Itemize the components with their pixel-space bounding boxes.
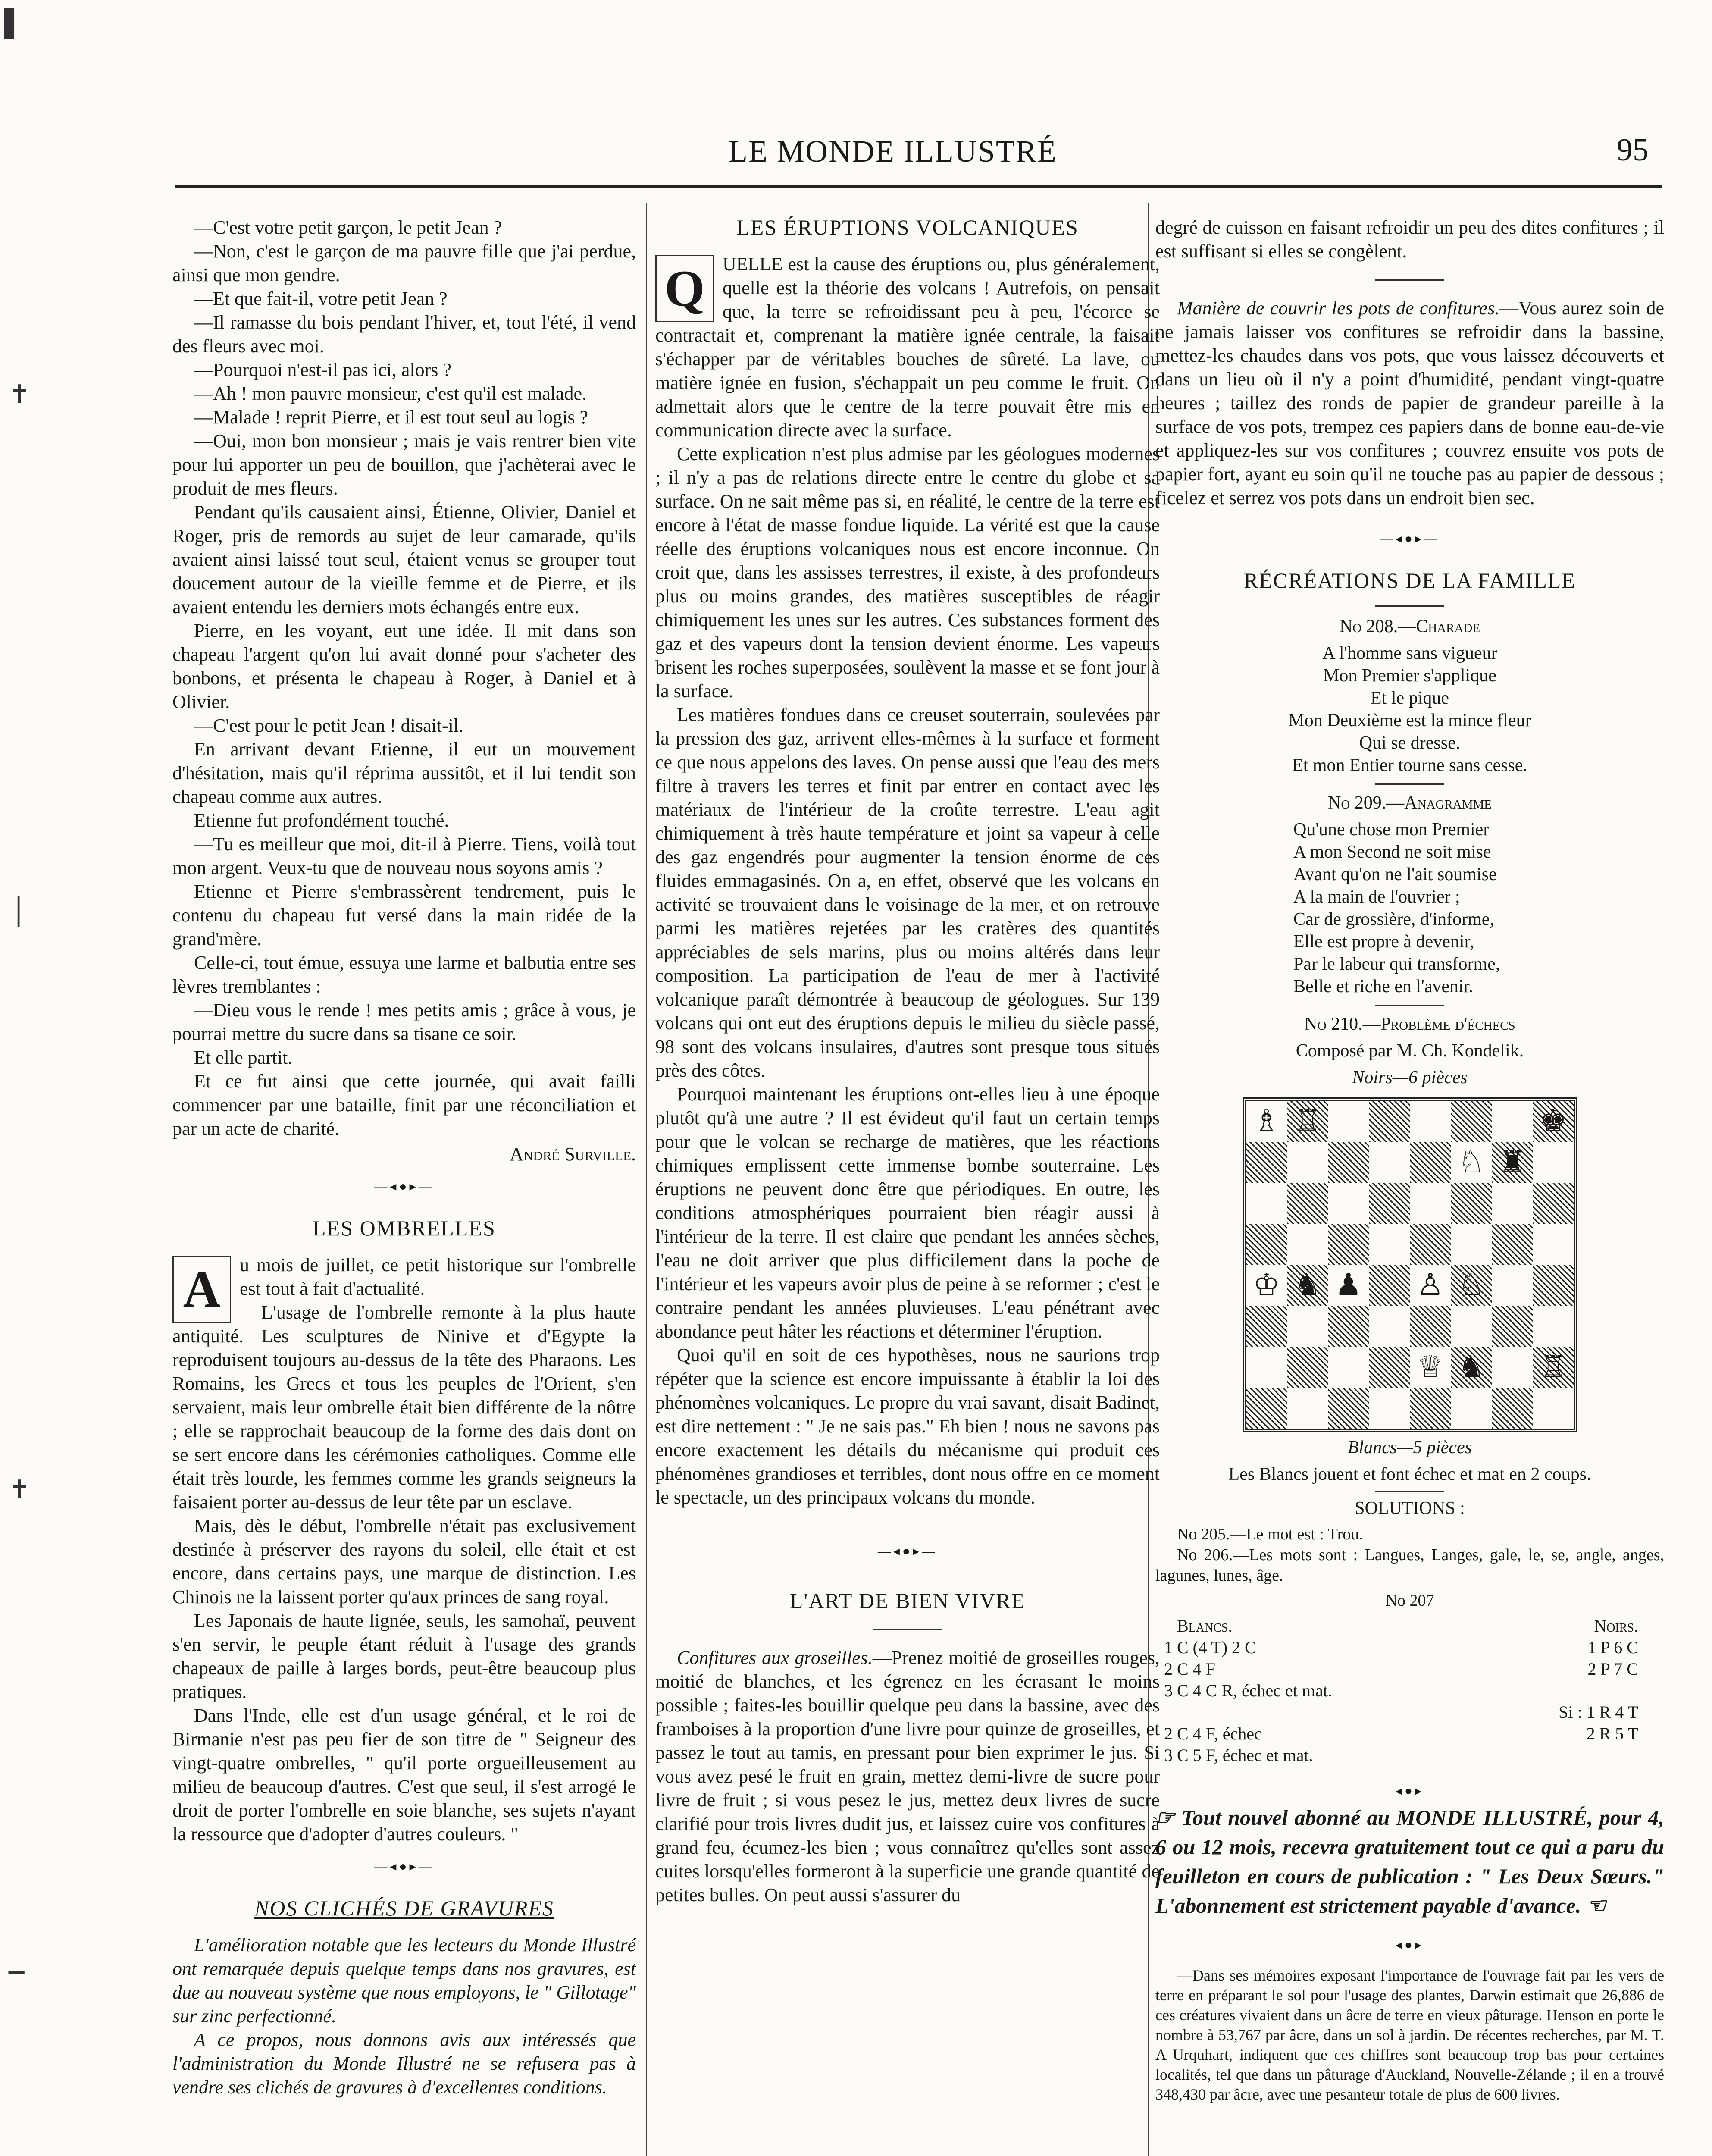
board-square xyxy=(1451,1224,1492,1265)
move-line xyxy=(1410,1680,1638,1702)
board-square xyxy=(1492,1224,1533,1265)
couvrir-paragraph: Manière de couvrir les pots de confitures.—Vous aurez soin de ne jamais laisser vos confitures se refroidir dans la bassine, mettez-les chaudes dans vos pots, que vous laissez découverts et dans un lieu où il n'y a point d'humidité, pendant vingt-quatre heures ; taillez des ronds de papier de grandeur pareille à la surface de vos pots, trempez ces papiers dans de bonne eau-de-vie et appliquez-les sur vos confitures ; couvrez ensuite vos pots de papier fort, ayant eu soin qu'il ne touche pas au papier de dessous ; ficelez et serrez vos pots dans un endroit bien sec. xyxy=(1155,298,1664,508)
art-continued: degré de cuisson en faisant refroidir un peu des dites confitures ; il est suffisant si elles se congèlent. xyxy=(1155,217,1664,262)
blancs-column-header: Blancs. xyxy=(1177,1616,1233,1636)
paragraph: —Dieu vous le rende ! mes petits amis ; grâce à vous, je pourrai mettre du sucre dans sa tisane ce soir. xyxy=(172,1000,636,1044)
board-square xyxy=(1492,1347,1533,1388)
blancs-label: Blancs—5 pièces xyxy=(1347,1438,1472,1457)
chess-piece: ♚ xyxy=(1540,1105,1567,1138)
board-square xyxy=(1328,1183,1369,1224)
paragraph: Les matières fondues dans ce creuset souterrain, soulevées par la pression des gaz, arrivent elles-mêmes à la surface et forment ce que nous appelons des laves. On pense aussi que l'eau des mers filtre à travers les terres et finit par entrer en contact avec les matériaux de l'intérieur de la croûte terrestre. L'eau agit chimiquement à très haute température et joint sa vapeur à celle des gaz engendrés pour augmenter la tension énorme de ces fluides emmagasinés. On a, en effet, observé que les volcans en activité se trouvaient dans le voisinage de la mer, et on retrouve parmi les matières rejetées par les cratères des quantités appréciables de sels marins, plus ou moins altérés dans leur composition. La participation de l'eau de mer à l'activité volcanique paraît démontrée à beaucoup de géologues. Sur 139 volcans qui ont eut des éruptions depuis le milieu du siècle passé, 98 sont des volcans insulaires, d'autres sont presque tous situés près des côtes. xyxy=(655,704,1160,1081)
chess-piece: ♗ xyxy=(1253,1105,1280,1138)
chess-piece: ♖ xyxy=(1294,1105,1321,1138)
paragraph: Dans l'Inde, elle est d'un usage général, et le roi de Birmanie n'est pas peu fier de son titre de " Seigneur des vingt-quatre ombrelles, " qu'il porte orgueilleusement au milieu de beaucoup d'autres. C'est que seul, il s'est arrogé le droit de porter l'ombrelle en soie blanche, ses sujets n'ayant la ressource que d'adopter d'autres couleurs. " xyxy=(172,1705,636,1845)
board-square xyxy=(1287,1101,1328,1142)
board-square xyxy=(1410,1183,1451,1224)
white-moves xyxy=(1155,1637,1410,1766)
chess-piece: ♘ xyxy=(1458,1269,1485,1302)
board-square xyxy=(1328,1265,1369,1306)
paragraph: L'usage de l'ombrelle remonte à la plus haute antiquité. Les sculptures de Ninive et d'Egypte la reproduisent toujours au-dessus de la tête des Pharaons. Les Romains, les Grecs et tous les peuples de l'Orient, s'en servaient, mais leur ombrelle était bien différente de la nôtre ; elle se rapprochait beaucoup de la forme des dais dont on se sert encore dans les cérémonies catholiques. Comme elle était très lourde, les femmes comme les grands seigneurs la faisaient porter au-dessus de leur tête par un esclave. xyxy=(172,1302,636,1513)
board-square xyxy=(1533,1306,1574,1347)
board-square xyxy=(1492,1388,1533,1429)
board-square xyxy=(1328,1347,1369,1388)
move-line: Si : 1 R 4 T xyxy=(1559,1702,1638,1722)
board-square xyxy=(1451,1388,1492,1429)
column-divider xyxy=(646,203,647,2156)
paragraph: A ce propos, nous donnons avis aux intéressés que l'administration du Monde Illustré ne se refusera pas à vendre ses clichés de gravures à d'excellentes conditions. xyxy=(172,2029,636,2098)
board-square xyxy=(1410,1265,1451,1306)
move-line: 2 C 4 F, échec xyxy=(1164,1724,1262,1743)
probleme-author: Composé par M. Ch. Kondelik. xyxy=(1296,1041,1524,1061)
move-line xyxy=(1410,1745,1638,1766)
board-square xyxy=(1287,1265,1328,1306)
solution-207-table xyxy=(1155,1615,1664,1766)
board-square xyxy=(1410,1388,1451,1429)
verse-line: Elle est propre à devenir, xyxy=(1293,932,1474,952)
chess-piece: ♞ xyxy=(1294,1269,1321,1302)
chess-board xyxy=(1243,1097,1577,1432)
chess-piece: ♕ xyxy=(1417,1351,1444,1384)
move-line: 2 C 4 F xyxy=(1164,1659,1215,1679)
ornament-divider: —◂●▸— xyxy=(1380,1784,1440,1798)
section-title-cliches: NOS CLICHÉS DE GRAVURES xyxy=(254,1896,554,1920)
ornament-divider: —◂●▸— xyxy=(877,1544,938,1558)
board-square xyxy=(1492,1265,1533,1306)
move-line: 3 C 5 F, échec et mat. xyxy=(1164,1745,1313,1765)
paragraph: Pourquoi maintenant les éruptions ont-elles lieu à une époque plutôt qu'à une autre ? Il est évideut qu'il faut un certain temps pour que le volcan se recharge de matières, que les réactions chimiques emplissent cette immense bombe souterraine. Les éruptions ne peuvent donc être que périodiques. En outre, les conditions atmosphériques pourraient bien réagir aussi à l'intérieur de la terre. Il est claire que pendant les années sèches, l'eau ne doit arriver que plus difficilement dans la poche de l'intérieur et les vapeurs avoir plus de peine à se reformer ; c'est le contraire pendant les années pluvieuses. L'eau pénétrant avec abondance peut hâter les réactions et déterminer l'éruption. xyxy=(655,1084,1160,1342)
board-square xyxy=(1451,1142,1492,1183)
verse-line: Car de grossière, d'informe, xyxy=(1293,909,1494,929)
move-line: 2 R 5 T xyxy=(1586,1724,1638,1743)
short-rule xyxy=(873,1629,942,1630)
verse-line: Belle et riche en l'avenir. xyxy=(1293,977,1473,997)
board-square xyxy=(1328,1142,1369,1183)
board-square xyxy=(1369,1265,1410,1306)
paragraph: —C'est pour le petit Jean ! disait-il. xyxy=(194,715,464,736)
paragraph: Mais, dès le début, l'ombrelle n'était pas exclusivement destinée à préserver des rayons du soleil, elle était et est encore, dans certains pays, une marque de distinction. Les Chinois ne la laissent porter qu'aux princes de sang royal. xyxy=(172,1515,636,1608)
pointing-hand-icon: ☜ xyxy=(1581,1893,1606,1918)
chess-piece: ♖ xyxy=(1540,1351,1567,1384)
board-square xyxy=(1410,1347,1451,1388)
paragraph: Quoi qu'il en soit de ces hypothèses, nous ne saurions trop répéter que la science est encore impuissante à établir la loi des phénomènes volcaniques. Le propre du vrai savant, disait Badinet, est dire nettement : " Je ne sais pas." Eh bien ! nous ne savons pas encore exactement les détails du mécanisme qui produit ces phénomènes grandioses et terribles, dont nous offre en ce moment le spectacle, un des principaux volcans du monde. xyxy=(655,1344,1160,1508)
binding-mark: ✝ xyxy=(9,1475,31,1505)
board-square xyxy=(1451,1183,1492,1224)
paragraph: Les Japonais de haute lignée, seuls, les samohaï, peuvent s'en servir, le peuple étant réduit à l'usage des grands chapeaux de paille à larges bords, peut-être beaucoup plus pratiques. xyxy=(172,1610,636,1702)
short-rule xyxy=(1375,1005,1444,1006)
chess-piece: ♟ xyxy=(1335,1269,1362,1302)
column-1 xyxy=(172,216,636,2099)
board-square xyxy=(1533,1347,1574,1388)
board-square xyxy=(1246,1265,1287,1306)
board-square xyxy=(1533,1142,1574,1183)
verse-line: Qui se dresse. xyxy=(1359,733,1461,753)
short-rule xyxy=(1375,1491,1444,1492)
board-square xyxy=(1451,1306,1492,1347)
darwin-note: —Dans ses mémoires exposant l'importance de l'ouvrage fait par les vers de terre en préparant le sol pour l'usage des plantes, Darwin estimait que 26,886 de ces créatures vivaient dans un âcre de terre en vieux pâturage. Henson en porte le nombre à 53,767 par âcre, dans un sol à jardin. De récentes recherches, par M. T. A Urquhart, indiquent que ces chiffres sont beaucoup trop bas pour certaines localités, tel que dans un pâturage d'Auckland, Nouvelle-Zélande ; il en a trouvé 348,430 par âcre, avec une pesanteur totale de plus de 600 livres. xyxy=(1155,1967,1664,2103)
paragraph: —Il ramasse du bois pendant l'hiver, et, tout l'été, il vend des fleurs avec moi. xyxy=(172,312,636,357)
board-square xyxy=(1369,1101,1410,1142)
solution-205: No 205.—Le mot est : Trou. xyxy=(1177,1525,1363,1543)
move-line: 2 P 7 C xyxy=(1587,1659,1638,1679)
ornament-divider: —◂●▸— xyxy=(1380,532,1440,546)
paragraph: Pierre, en les voyant, eut une idée. Il mit dans son chapeau l'argent qu'on lui avait donné pour s'acheter des bonbons, et présenta le chapeau à Roger, à Daniel et à Olivier. xyxy=(172,620,636,712)
board-square xyxy=(1451,1101,1492,1142)
paragraph: Et ce fut ainsi que cette journée, qui avait failli commencer par une bataille, finit par une réconciliation et par un acte de charité. xyxy=(172,1071,636,1139)
binding-mark: │ xyxy=(11,897,27,927)
eruptions-body xyxy=(655,442,1160,1509)
board-square xyxy=(1246,1224,1287,1265)
story-continuation xyxy=(172,216,636,1141)
paragraph: —Pourquoi n'est-il pas ici, alors ? xyxy=(194,359,451,380)
noirs-column-header: Noirs. xyxy=(1594,1616,1638,1636)
ornament-divider: —◂●▸— xyxy=(374,1179,434,1194)
board-square xyxy=(1287,1388,1328,1429)
board-square xyxy=(1533,1183,1574,1224)
board-square xyxy=(1492,1183,1533,1224)
chess-piece: ♔ xyxy=(1253,1269,1280,1302)
verse-line: Par le labeur qui transforme, xyxy=(1293,954,1500,974)
short-rule xyxy=(1375,279,1444,281)
dropcap-letter: A xyxy=(172,1256,231,1323)
board-square xyxy=(1533,1265,1574,1306)
paragraph: —Ah ! mon pauvre monsieur, c'est qu'il est malade. xyxy=(194,383,587,404)
board-square xyxy=(1410,1306,1451,1347)
section-title-eruptions: LES ÉRUPTIONS VOLCANIQUES xyxy=(736,215,1079,239)
solutions-title: SOLUTIONS : xyxy=(1355,1498,1465,1518)
chess-piece: ♜ xyxy=(1499,1146,1526,1179)
board-square xyxy=(1369,1183,1410,1224)
section-title-recreations: RÉCRÉATIONS DE LA FAMILLE xyxy=(1244,568,1576,592)
board-square xyxy=(1369,1142,1410,1183)
dropcap-letter: Q xyxy=(655,255,714,322)
verse-line: Qu'une chose mon Premier xyxy=(1293,820,1490,840)
confitures-paragraph: Confitures aux groseilles.—Prenez moitié de groseilles rouges, moitié de blanches, et les égrenez en les écrasant le moins possible ; faites-les bouillir quelque peu dans la bassine, avec des framboises à la proportion d'une livre pour quinze de groseilles, et passez le tout au tamis, en pressant pour bien exprimer le jus. Si vous avez pesé le fruit en grain, mettez demi-livre de sucre pour livre de fruit ; si vous pesez le jus, mettez deux livres de sucre clarifié pour trois livres dudit jus, et laissez cuire vos confitures à grand feu, écumez-les bien ; vous connaîtrez qu'elles sont assez cuites lorsqu'elles formeront à la superficie une grande quantité de petites bulles. On peut aussi s'assurer du xyxy=(655,1647,1160,1905)
binding-mark: ✝ xyxy=(9,379,31,410)
binding-mark: ▌ xyxy=(4,9,25,39)
paragraph: —C'est votre petit garçon, le petit Jean ? xyxy=(194,217,502,238)
paragraph: Celle-ci, tout émue, essuya une larme et balbutia entre ses lèvres tremblantes : xyxy=(172,952,636,997)
board-square xyxy=(1533,1388,1574,1429)
eruptions-first-paragraph: Q UELLE est la cause des éruptions ou, plus généralement, quelle est la théorie des volcans ! Autrefois, on pensait que, la terre se refroidissant peu à peu, l'écorce se contractait et, comprenant la matière ignée centrale, la faisait s'échapper par de véritables bouches de sûreté. La lave, ou matière ignée en fusion, s'échappait un peu comme le fruit. On admettait alors que le centre de la terre pouvait être mis en communication directe avec la surface. xyxy=(655,254,1160,441)
paragraph: Etienne et Pierre s'embrassèrent tendrement, puis le contenu du chapeau fut versé dans la main ridée de la grand'mère. xyxy=(172,881,636,950)
verse-line: Et mon Entier tourne sans cesse. xyxy=(1292,755,1527,775)
black-moves xyxy=(1410,1637,1664,1766)
move-line xyxy=(1164,1702,1410,1723)
paragraph: En arrivant devant Etienne, il eut un mouvement d'hésitation, mais qu'il réprima aussitôt, et il lui tendit son chapeau comme aux autres. xyxy=(172,739,636,807)
board-square xyxy=(1369,1347,1410,1388)
paragraph: —Malade ! reprit Pierre, et il est tout seul au logis ? xyxy=(194,407,588,428)
board-square xyxy=(1328,1388,1369,1429)
board-square xyxy=(1451,1347,1492,1388)
board-square xyxy=(1328,1306,1369,1347)
charade-verse xyxy=(1155,642,1664,777)
column-3 xyxy=(1155,216,1664,2104)
board-square xyxy=(1369,1224,1410,1265)
board-square xyxy=(1287,1224,1328,1265)
board-square xyxy=(1410,1142,1451,1183)
page-binding xyxy=(0,0,56,2156)
short-rule xyxy=(1375,783,1444,785)
paragraph: Etienne fut profondément touché. xyxy=(194,810,449,831)
verse-line: Avant qu'on ne l'ait soumise xyxy=(1293,865,1497,884)
board-square xyxy=(1287,1142,1328,1183)
move-line: 1 P 6 C xyxy=(1587,1638,1638,1657)
solution-207-heading: No 207 xyxy=(1385,1592,1434,1610)
board-square xyxy=(1369,1306,1410,1347)
paragraph: Et elle partit. xyxy=(194,1047,293,1068)
binding-mark: ─ xyxy=(9,1958,25,1988)
verse-line: Et le pique xyxy=(1371,688,1449,708)
paragraph: Cette explication n'est plus admise par les géologues modernes ; il n'y a pas de relations directe entre le centre du globe et sa surface. On ne sait même pas si, en réalité, le centre de la terre est encore à l'état de masse fondue liquide. La vérité est que la cause réelle des éruptions volcaniques nous est encore inconnue. On croit que, dans les assisses terrestres, il existe, à des profondeurs plus ou moins grandes, des matières susceptibles de réagir chimiquement les unes sur les autres. Ces substances forment des gaz et des vapeurs dont la tension devient énorme. Les vapeurs brisent les roches superposées, soulèvent la masse et se font jour à la surface. xyxy=(655,443,1160,702)
ornament-divider: —◂●▸— xyxy=(1380,1938,1440,1952)
ornament-divider: —◂●▸— xyxy=(374,1859,434,1874)
board-square xyxy=(1410,1101,1451,1142)
page-header xyxy=(0,129,1712,181)
cliches-body xyxy=(172,1933,636,2099)
verse-line: Mon Premier s'applique xyxy=(1323,666,1496,686)
verse-line: A mon Second ne soit mise xyxy=(1293,842,1491,862)
short-rule xyxy=(1375,605,1444,607)
board-square xyxy=(1246,1347,1287,1388)
subscription-notice: ☞ Tout nouvel abonné au MONDE ILLUSTRÉ, pour 4, 6 ou 12 mois, recevra gratuitement tout ce qui a paru du feuilleton en cours de publication : " Les Deux Sœurs." L'abonnement est strictement payable d'avance. ☜ xyxy=(1155,1805,1664,1918)
board-square xyxy=(1533,1224,1574,1265)
noirs-label: Noirs—6 pièces xyxy=(1352,1068,1468,1087)
board-square xyxy=(1492,1306,1533,1347)
paragraph: Pendant qu'ils causaient ainsi, Étienne, Olivier, Daniel et Roger, pris de remords au sujet de leur camarade, qu'ils avaient ainsi laissé tout seul, étaient venus se grouper tout doucement autour de la vieille femme et de Pierre, et ils avaient entendu les derniers mots échangés entre eux. xyxy=(172,501,636,617)
paragraph: —Et que fait-il, votre petit Jean ? xyxy=(194,288,448,309)
board-square xyxy=(1328,1224,1369,1265)
ombrelles-first-paragraph: A u mois de juillet, ce petit historique sur l'ombrelle est tout à fait d'actualité. xyxy=(172,1253,636,1300)
board-square xyxy=(1246,1142,1287,1183)
verse-line: Mon Deuxième est la mince fleur xyxy=(1288,711,1531,730)
probleme-caption: Les Blancs jouent et font échec et mat en 2 coups. xyxy=(1228,1464,1591,1484)
board-square xyxy=(1328,1101,1369,1142)
board-square xyxy=(1492,1142,1533,1183)
verse-line: A l'homme sans vigueur xyxy=(1322,643,1497,663)
chess-piece: ♞ xyxy=(1458,1351,1485,1384)
pointing-hand-icon: ☞ xyxy=(1155,1805,1182,1830)
board-square xyxy=(1287,1306,1328,1347)
board-square xyxy=(1246,1388,1287,1429)
anagramme-heading: No 209.—Anagramme xyxy=(1327,793,1492,813)
section-title-ombrelles: LES OMBRELLES xyxy=(313,1216,496,1240)
masthead: LE MONDE ILLUSTRÉ xyxy=(729,134,1057,169)
page-number: 95 xyxy=(1617,132,1649,168)
paragraph: —Oui, mon bon monsieur ; mais je vais rentrer bien vite pour lui apporter un peu de bouillon, que j'achèterai avec le produit de mes fleurs. xyxy=(172,430,636,499)
board-square xyxy=(1246,1183,1287,1224)
ombrelles-body xyxy=(172,1300,636,1846)
paragraph: —Non, c'est le garçon de ma pauvre fille que j'ai perdue, ainsi que mon gendre. xyxy=(172,241,636,285)
board-square xyxy=(1287,1183,1328,1224)
section-title-art-de-vivre: L'ART DE BIEN VIVRE xyxy=(789,1589,1026,1613)
header-rule xyxy=(175,185,1662,188)
verse-line: A la main de l'ouvrier ; xyxy=(1293,887,1460,907)
paragraph: —Tu es meilleur que moi, dit-il à Pierre. Tiens, voilà tout mon argent. Veux-tu que de nouveau nous soyons amis ? xyxy=(172,834,636,878)
board-square xyxy=(1533,1101,1574,1142)
board-square xyxy=(1246,1306,1287,1347)
probleme-heading: No 210.—Problème d'échecs xyxy=(1304,1014,1515,1034)
board-square xyxy=(1410,1224,1451,1265)
solution-206: No 206.—Les mots sont : Langues, Langes, gale, le, se, angle, anges, lagunes, lunes, âge. xyxy=(1155,1546,1664,1585)
author-signature: André Surville. xyxy=(510,1144,636,1165)
charade-heading: No 208.—Charade xyxy=(1339,617,1480,636)
move-line: 1 C (4 T) 2 C xyxy=(1164,1638,1256,1657)
board-square xyxy=(1246,1101,1287,1142)
anagramme-verse xyxy=(1155,818,1664,998)
chess-piece: ♘ xyxy=(1458,1146,1485,1179)
move-line: 3 C 4 C R, échec et mat. xyxy=(1164,1681,1332,1700)
board-square xyxy=(1451,1265,1492,1306)
board-square xyxy=(1492,1101,1533,1142)
column-2 xyxy=(655,216,1160,1907)
board-square xyxy=(1369,1388,1410,1429)
paragraph: L'amélioration notable que les lecteurs du Monde Illustré ont remarquée depuis quelque temps dans nos gravures, est due au nouveau système que nous employons, le " Gillotage" sur zinc perfectionné. xyxy=(172,1934,636,2027)
board-square xyxy=(1287,1347,1328,1388)
chess-piece: ♙ xyxy=(1417,1269,1444,1302)
